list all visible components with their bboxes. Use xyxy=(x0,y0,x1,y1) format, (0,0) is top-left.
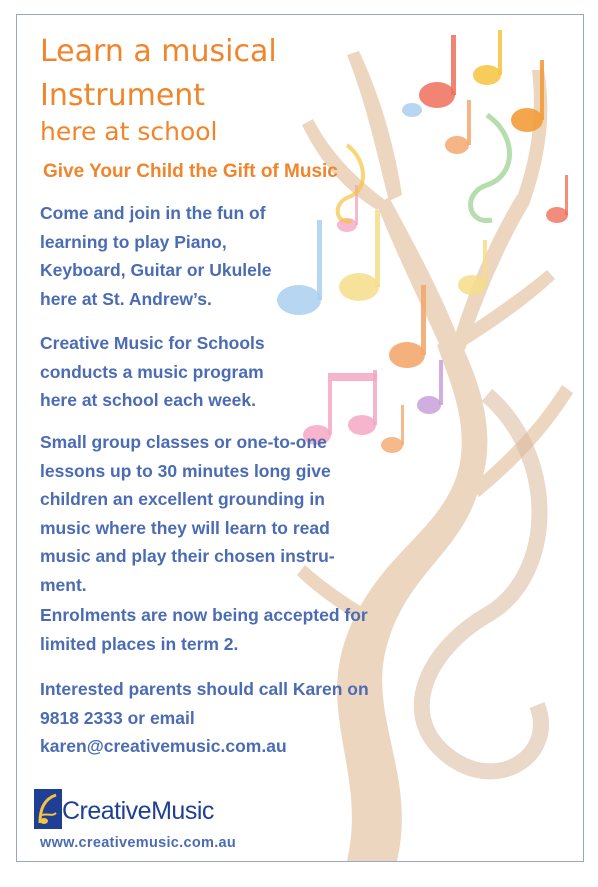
paragraph-enrolments xyxy=(40,601,410,658)
headline-line-1: Learn a musical xyxy=(40,34,277,69)
text-line: lessons up to 30 minutes long give xyxy=(40,460,331,481)
headline-line-3: here at school xyxy=(40,117,218,146)
text-line: 9818 2333 or email xyxy=(40,707,195,728)
paragraph-program xyxy=(40,329,340,415)
contact-email[interactable]: karen@creativemusic.com.au xyxy=(40,736,287,756)
logo-word-creative: Creative xyxy=(62,797,152,825)
text-line: music where they will learn to read xyxy=(40,517,330,538)
text-line: Come and join in the fun of xyxy=(40,203,266,223)
text-line: Interested parents should call Karen on xyxy=(40,679,369,699)
text-line: ment. xyxy=(40,574,87,595)
logo-word-music: Music xyxy=(151,797,214,825)
creative-music-logo xyxy=(34,789,234,833)
text-line: learning to play Piano, xyxy=(40,231,227,252)
text-line: Keyboard, Guitar or Ukulele xyxy=(40,260,272,280)
website-link[interactable]: www.creativemusic.com.au xyxy=(40,835,237,851)
paragraph-classes xyxy=(40,428,400,599)
text-line: children an excellent grounding in xyxy=(40,489,325,509)
text-line: Creative Music for Schools xyxy=(40,333,265,353)
text-line: Small group classes or one-to-one xyxy=(40,432,327,452)
subheading: Give Your Child the Gift of Music xyxy=(43,161,338,182)
text-line: conducts a music program xyxy=(40,361,264,382)
flyer xyxy=(16,14,584,862)
headline-line-2: Instrument xyxy=(40,78,206,113)
paragraph-intro xyxy=(40,199,340,313)
text-line: here at school each week. xyxy=(40,390,256,410)
text-line: limited places in term 2. xyxy=(40,633,239,654)
text-line: here at St. Andrew’s. xyxy=(40,288,212,309)
text-line: music and play their chosen instru- xyxy=(40,546,335,566)
text-line: Enrolments are now being accepted for xyxy=(40,605,368,625)
harp-logo-icon xyxy=(34,789,62,829)
paragraph-contact xyxy=(40,675,420,761)
